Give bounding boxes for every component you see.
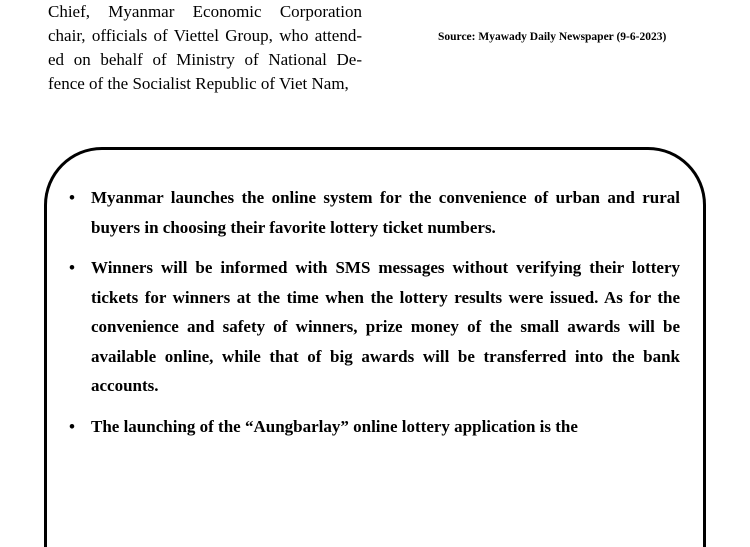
- bullet-item: [66, 183, 680, 242]
- bullet-dot-icon: •: [69, 416, 75, 436]
- bullet-text: Myanmar launches the online system for the convenience of urban and rural buyers in choosing their favorite lottery ticket numbers.: [91, 188, 680, 237]
- article-line-2: chair, officials of Viettel Group, who attend-: [48, 26, 362, 45]
- article-line-1: Chief, Myanmar Economic Corporation: [48, 2, 362, 21]
- bullet-text: The launching of the “Aungbarlay” online lottery application is the: [91, 416, 578, 436]
- bullet-dot-icon: •: [69, 188, 75, 207]
- bullet-list: [66, 183, 680, 452]
- article-line-3: ed on behalf of Ministry of National De-: [48, 50, 362, 69]
- source-citation: Source: Myawady Daily Newspaper (9-6-2023): [438, 31, 667, 43]
- bullet-item: [66, 253, 680, 401]
- bullet-item: [66, 412, 680, 442]
- bullet-dot-icon: •: [69, 258, 75, 277]
- article-left-column: [48, 0, 362, 96]
- bullet-text: Winners will be informed with SMS messages without verifying their lottery tickets for winners at the time when the lottery results were issued. As for the convenience and safety of winners, prize money of the small awards will be available online, while that of big awards will be transferred into the bank accounts.: [91, 258, 680, 395]
- article-line-4: fence of the Socialist Republic of Viet Nam,: [48, 74, 349, 93]
